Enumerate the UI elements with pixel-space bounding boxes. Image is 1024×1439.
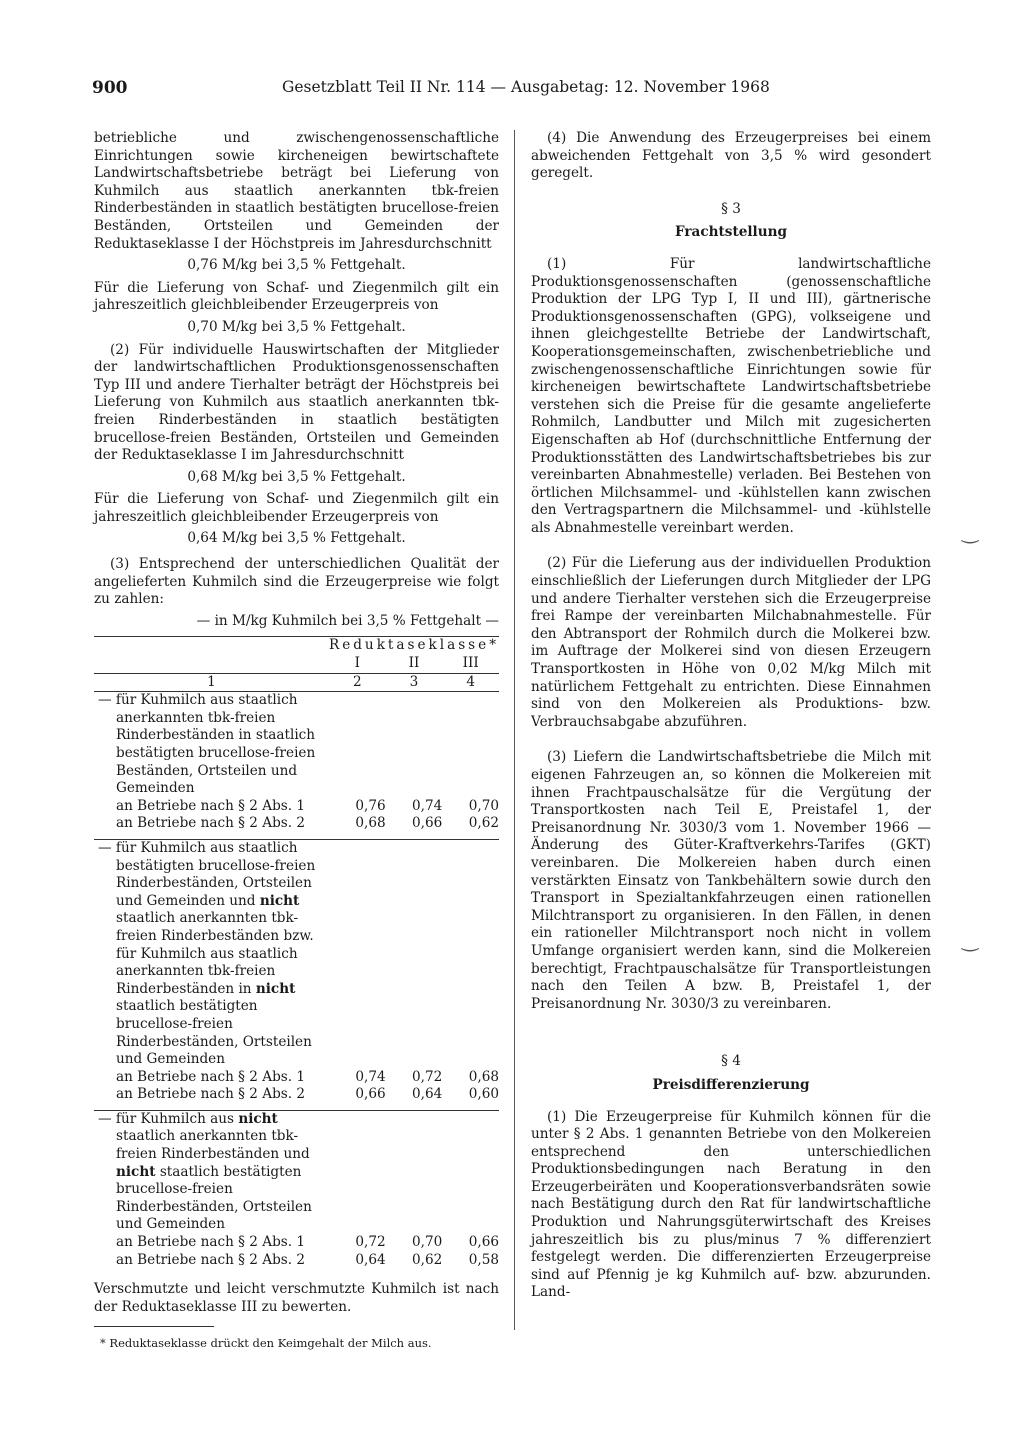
table-row: [94, 1234, 499, 1252]
table-cell: 0,64: [386, 1086, 443, 1110]
table-row-description: — für Kuhmilch aus staatlich bestätigten brucellose-freien Rinderbeständen, Ortsteilen und Gemeinden und nicht staatlich anerkannten tbk-freien Rinderbeständen bzw. für Kuhmilch aus staatlich anerkannten tbk-freien Rinderbeständen in nicht staatlich bestätigten brucellose-freien Rinderbeständen, Ortsteilen und Gemeinden: [98, 839, 316, 1068]
table-cell: 0,66: [329, 1086, 386, 1110]
paragraph: (3) Entsprechend der unterschiedlichen Qualität der angelieferten Kuhmilch sind die Erzeugerpreise wie folgt zu zahlen:: [94, 556, 499, 608]
paragraph: betriebliche und zwischengenossenschaftliche Einrichtungen sowie kircheneigen bewirtschaftete Landwirtschaftsbetriebe beträgt bei Lieferung von Kuhmilch aus staatlich anerkannten tbk-freien Rinderbeständen in staatlich bestätigten brucellose-freien Beständen, Ortsteilen und Gemeinden der Reduktaseklasse I der Höchstpreis im Jahresdurchschnitt: [94, 130, 499, 252]
column-divider: [514, 130, 515, 1330]
row-label: an Betriebe nach § 2 Abs. 1: [116, 1234, 306, 1251]
table-cell: 0,70: [468, 797, 499, 814]
column-number: 3: [386, 673, 443, 692]
class-label: I: [354, 655, 360, 672]
table-cell: 0,72: [355, 1234, 386, 1251]
table-cell: 0,62: [442, 815, 499, 839]
table-row-description: — für Kuhmilch aus staatlich anerkannten tbk-freien Rinderbeständen in staatlich bestätigten brucellose-freien Beständen, Ortsteilen und Gemeinden: [98, 692, 316, 797]
page-header: [92, 78, 782, 102]
paragraph: (2) Für die Lieferung aus der individuellen Produktion einschließlich der Lieferungen durch Mitglieder der LPG und andere Tierhalter verstehen sich die Erzeugerpreise frei Rampe der vereinbarten Milchabnahmestelle. Für den Abtransport der Rohmilch durch die Molkerei bzw. im Auftrage der Molkerei sind von diesen Erzeugern Transportkosten in Höhe von 0,02 M/kg Milch mit natürlichem Fettgehalt zu entrichten. Diese Einnahmen sind von den Molkereien als Produktions- bzw. Verbrauchsabgabe abzuführen.: [531, 555, 931, 730]
table-cell: 0,60: [442, 1086, 499, 1110]
paragraph: (2) Für individuelle Hauswirtschaften der Mitglieder der landwirtschaftlichen Produktionsgenossenschaften Typ III und andere Tierhalter beträgt der Höchstpreis bei Lieferung von Kuhmilch aus staatlich anerkannten tbk-freien Rinderbeständen in staatlich bestätigten brucellose-freien Beständen, Ortsteilen und Gemeinden der Reduktaseklasse I im Jahresdurchschnitt: [94, 341, 499, 464]
table-row: [94, 815, 499, 839]
price-line: 0,70 M/kg bei 3,5 % Fettgehalt.: [187, 318, 406, 335]
section-title: Preisdifferenzierung: [652, 1076, 810, 1093]
row-label: an Betriebe nach § 2 Abs. 1: [116, 1068, 306, 1085]
class-label: II: [408, 655, 420, 672]
price-line: 0,68 M/kg bei 3,5 % Fettgehalt.: [187, 468, 406, 485]
paragraph: Verschmutzte und leicht verschmutzte Kuhmilch ist nach der Reduktaseklasse III zu bewerten.: [94, 1281, 499, 1315]
right-column: [531, 130, 931, 1306]
table-cell: 0,74: [355, 1068, 386, 1085]
paragraph: Für die Lieferung von Schaf- und Ziegenmilch gilt ein jahreszeitlich gleichbleibender Erzeugerpreis von: [94, 279, 499, 314]
table-header-label: Reduktaseklasse*: [328, 637, 499, 654]
paragraph: Für die Lieferung von Schaf- und Ziegenmilch gilt ein jahreszeitlich gleichbleibender Erzeugerpreis von: [94, 491, 499, 525]
table-cell: 0,66: [468, 1234, 499, 1251]
margin-mark: ‿: [962, 520, 979, 544]
table-row-description: — für Kuhmilch aus nicht staatlich anerkannten tbk-freien Rinderbeständen und nicht staatlich bestätigten brucellose-freien Rinderbeständen, Ortsteilen und Gemeinden: [98, 1110, 312, 1233]
table-row: [94, 1086, 499, 1110]
table-row: [94, 1069, 499, 1087]
table-cell: 0,68: [329, 815, 386, 839]
table-cell: 0,72: [412, 1068, 443, 1085]
table-cell: 0,64: [355, 1251, 386, 1268]
row-label: an Betriebe nach § 2 Abs. 2: [94, 815, 329, 839]
table-cell: 0,58: [468, 1251, 499, 1268]
table-cell: 0,76: [355, 797, 386, 814]
section-title: Frachtstellung: [674, 224, 787, 241]
price-table: [94, 636, 499, 1275]
paragraph: (1) Die Erzeugerpreise für Kuhmilch können für die unter § 2 Abs. 1 genannten Betriebe von den Molkereien entsprechend den unterschiedlichen Produktionsbedingungen nach Beratung in den Erzeugerbeiräten und Kooperationsverbandsräten sowie nach Bestätigung durch den Rat für landwirtschaftliche Produktion und Nahrungsgüterwirtschaft des Kreises jahreszeitlich bis zu plus/minus 7 % differenziert festgelegt werden. Die differenzierten Erzeugerpreise sind auf Pfennig je kg Kuhmilch auf- bzw. abzurunden. Land-: [531, 1108, 931, 1301]
price-line: 0,64 M/kg bei 3,5 % Fettgehalt.: [187, 530, 406, 547]
paragraph: (3) Liefern die Landwirtschaftsbetriebe die Milch mit eigenen Fahrzeugen an, so können die Molkereien mit ihnen Frachtpauschalsätze für die Vergütung der Transportkosten nach Teil E, Preistafel 1, der Preisanordnung Nr. 3030/3 vom 1. November 1966 — Änderung des Güter-Kraftverkehrs-Tarifes (GKT) vereinbaren. Die Molkereien haben durch einen verstärkten Einsatz von Tankbehältern sowie durch den Transport in Spezialtankfahrzeugen einen rationellen Milchtransport zu organisieren. In den Fällen, in denen ein rationeller Milchtransport noch nicht in vollem Umfange organisiert werden kann, sind die Molkereien berechtigt, Frachtpauschalsätze für Transportleistungen nach den Teilen A bzw. B, Preistafel 1, der Preisanordnung Nr. 3030/3 zu vereinbaren.: [531, 749, 931, 1012]
row-label: an Betriebe nach § 2 Abs. 1: [116, 797, 306, 814]
table-cell: 0,62: [412, 1251, 443, 1268]
price-line: 0,76 M/kg bei 3,5 % Fettgehalt.: [187, 257, 406, 274]
row-label: an Betriebe nach § 2 Abs. 2: [116, 1251, 306, 1268]
paragraph: (4) Die Anwendung des Erzeugerpreises bei einem abweichenden Fettgehalt von 3,5 % wird gesondert geregelt.: [531, 130, 931, 182]
row-label: an Betriebe nach § 2 Abs. 2: [94, 1086, 329, 1110]
section-sign: § 3: [721, 200, 741, 217]
paragraph: (1) Für landwirtschaftliche Produktionsgenossenschaften (genossenschaftliche Produktion der LPG Typ I, II und III), gärtnerische Produktionsgenossenschaften (GPG), volkseigene und ihnen gleichgestellte Betriebe der Landwirtschaft, Kooperationsgemeinschaften, zwischenbetriebliche und zwischengenossenschaftliche Einrichtungen sowie für kircheneigen bewirtschaftete Landwirtschaftsbetriebe verstehen sich die Preise für die gesamte angelieferte Rohmilch, Landbutter und Milch mit zugesicherten Eigenschaften ab Hof (durchschnittliche Entfernung der Produktionsstätten des Landwirtschaftsbetriebes bis zur vereinbarten Abnahmestelle) verladen. Bei Bestehen von örtlichen Milchsammel- und -kühlstellen kann zwischen den Vertragspartnern die Milchsammel- und -kühlstelle als Abnahmestelle vereinbart werden.: [531, 255, 931, 536]
page-number: 900: [92, 78, 128, 98]
table-preamble: — in M/kg Kuhmilch bei 3,5 % Fettgehalt —: [196, 612, 499, 629]
table-row: [94, 1252, 499, 1276]
column-number: 4: [442, 673, 499, 692]
table-cell: 0,74: [412, 797, 443, 814]
left-column: [94, 130, 499, 1357]
footnote: * Reduktaseklasse drückt den Keimgehalt der Milch aus.: [100, 1336, 432, 1351]
table-cell: 0,70: [412, 1234, 443, 1251]
table-cell: 0,66: [386, 815, 443, 839]
footnote-rule: [94, 1326, 214, 1327]
table-row: [94, 798, 499, 816]
column-number: 1: [94, 673, 329, 692]
class-label: III: [462, 655, 479, 672]
header-title: Gesetzblatt Teil II Nr. 114 — Ausgabetag: 12. November 1968: [282, 78, 770, 96]
section-sign: § 4: [721, 1053, 741, 1070]
column-number: 2: [329, 673, 386, 692]
margin-mark: ‿: [962, 928, 979, 952]
table-cell: 0,68: [468, 1068, 499, 1085]
